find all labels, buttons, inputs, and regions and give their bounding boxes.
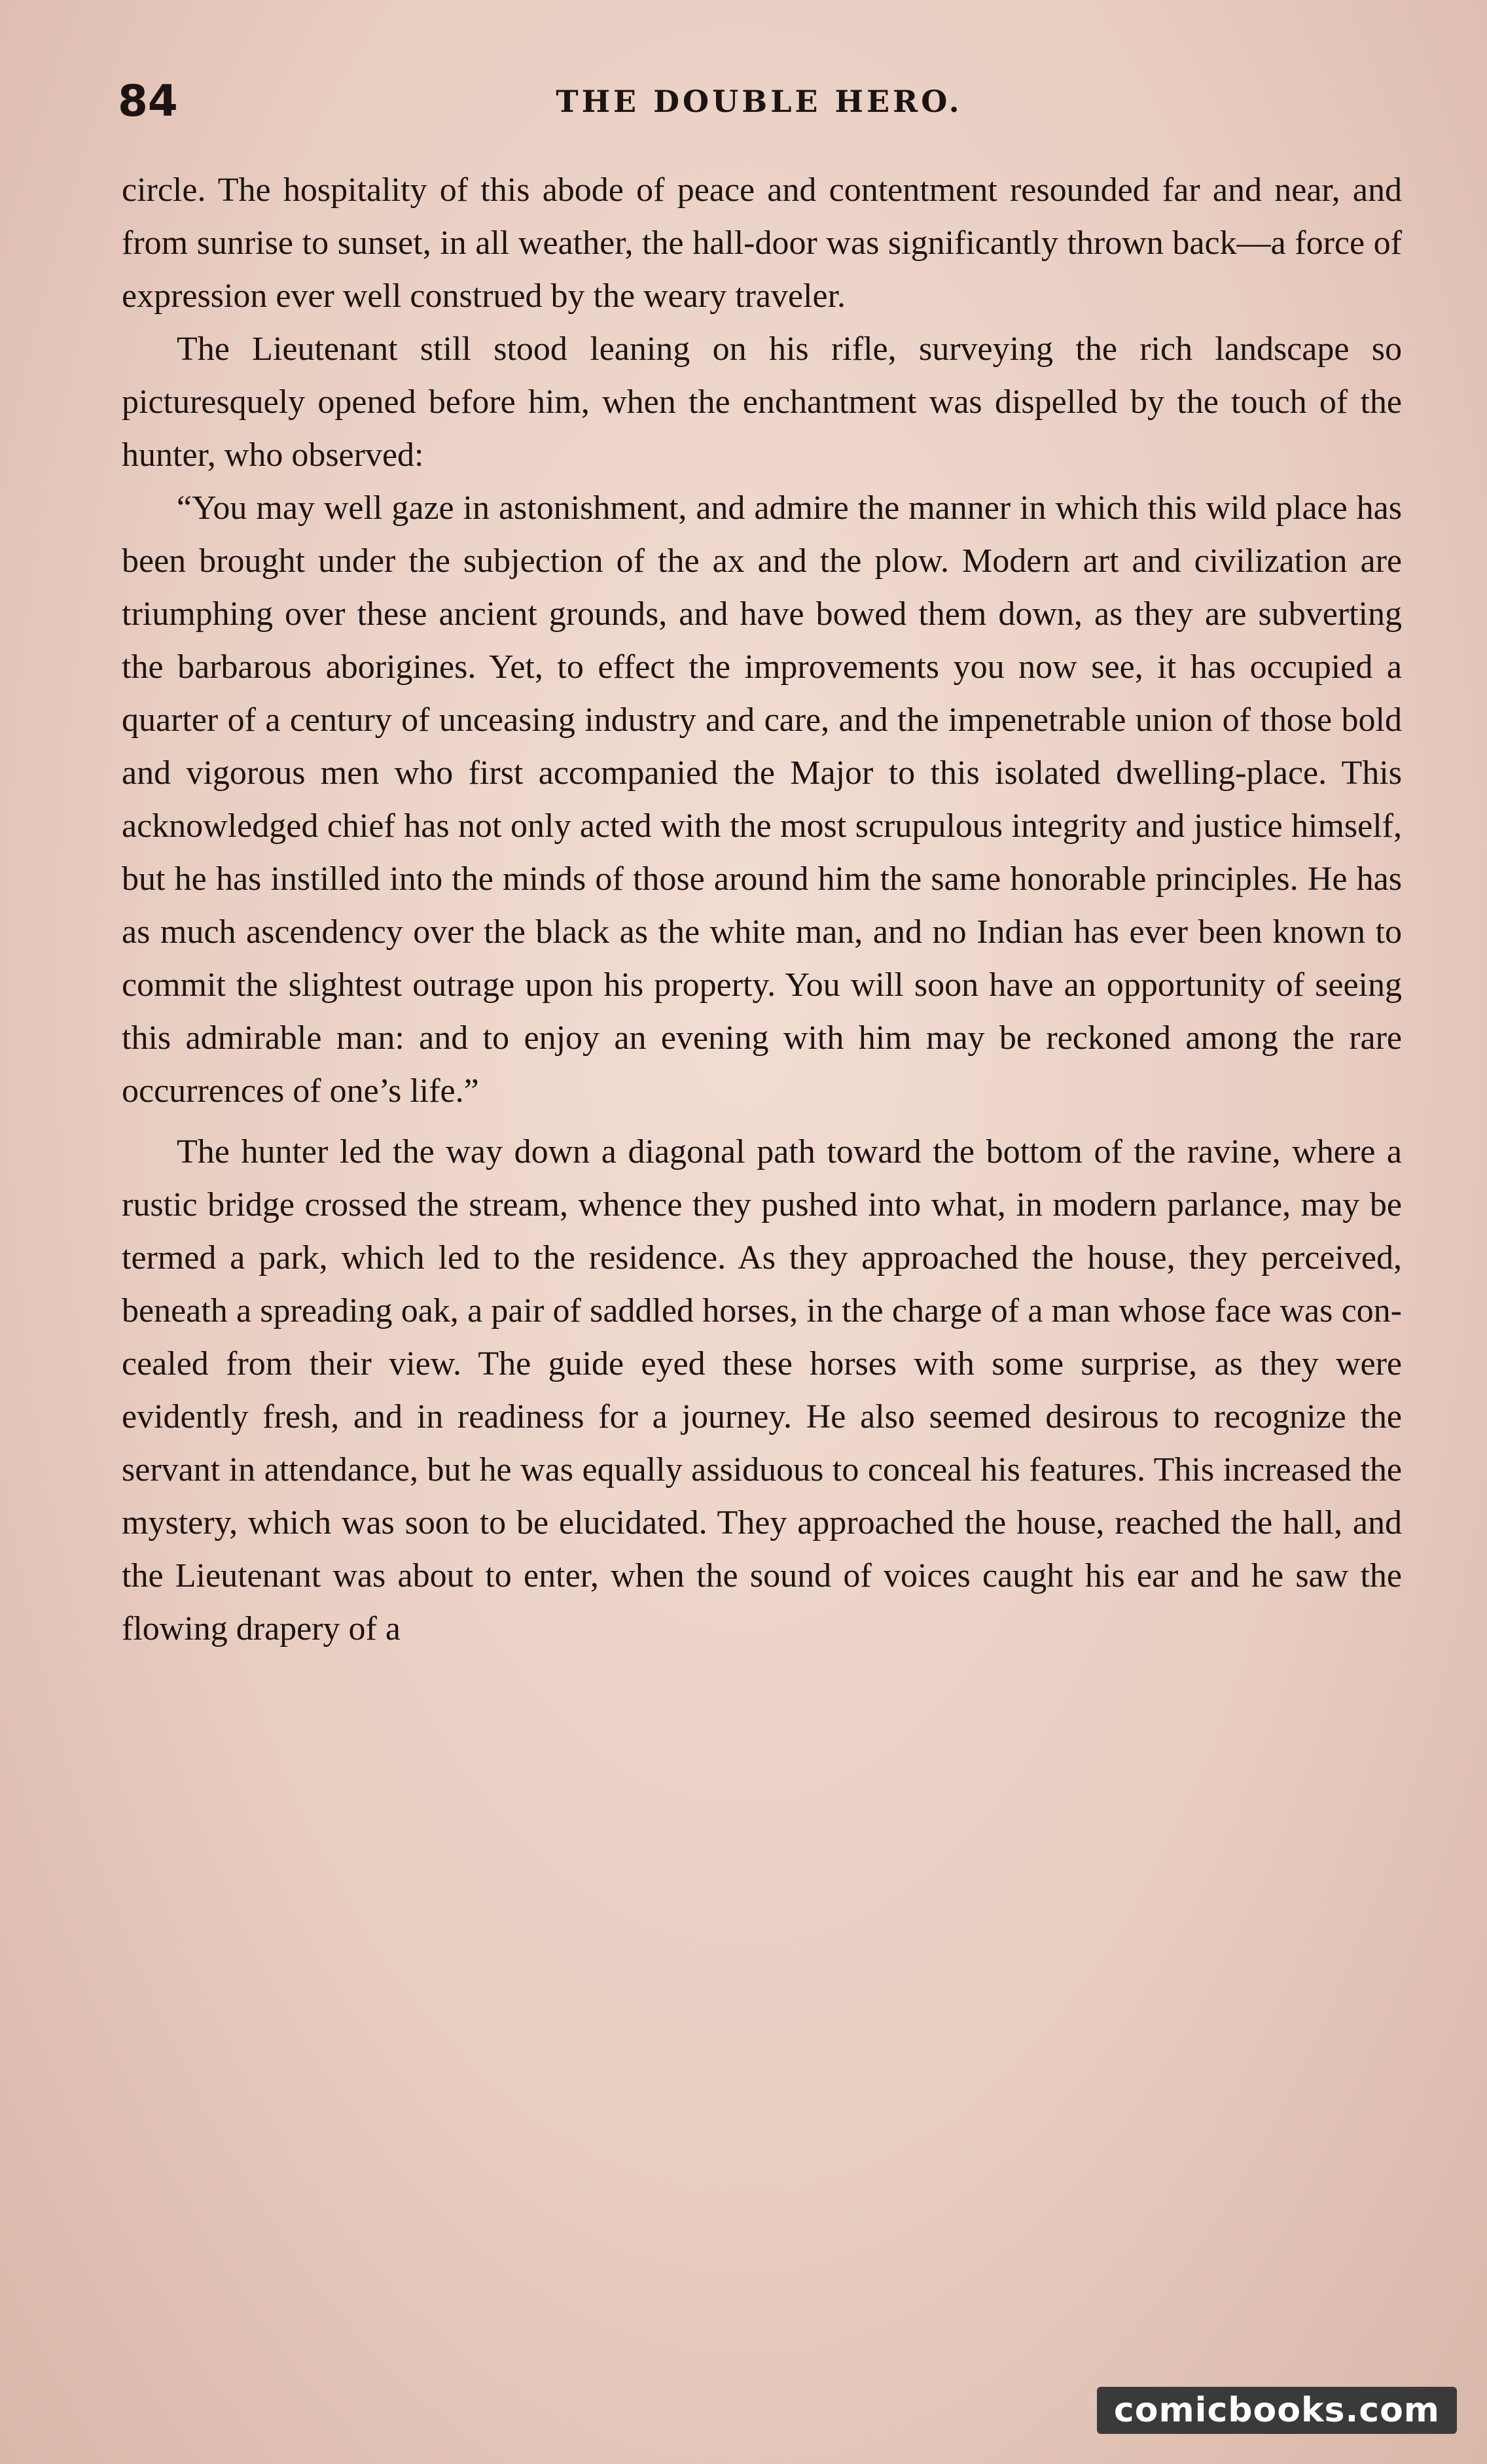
paragraph-3: “You may well gaze in astonishment, and admire the manner in which this wild place has been brought under the subjection of the ax and the plow. Modern art and civilization are triumphing over these ancient grounds, and have bowed them down, as they are subverting the barbarous aborigines. Yet, to effect the improvements you now see, it has occupied a quarter of a century of unceasing industry and care, and the impenetrable union of those bold and vigorous men who first accompanied the Major to this isolated dwelling-place. This acknowledged chief has not only acted with the most scrupulous integrity and justice himself, but he has instilled into the minds of those around him the same honorable principles. He has as much ascendency over the black as the white man, and no Indian has ever been known to commit the slightest outrage upon his property. You will soon have an opportunity of seeing this admirable man: and to enjoy an evening with him may be reckoned among the rare occurrences of one’s life.”: [122, 489, 1402, 1110]
paragraph-2: The Lieutenant still stood leaning on his rifle, surveying the rich landscape so picturesquely opened before him, when the enchantment was dispelled by the touch of the hunter, who observed:: [122, 330, 1402, 474]
paragraph-1: circle. The hospitality of this abode of peace and contentment resounded far and near, and from sunrise to sunset, in all weather, the hall-door was significantly thrown back—a force of expression ever well construed by the weary traveler.: [122, 171, 1402, 315]
page-number: 84: [118, 76, 178, 126]
running-head: THE DOUBLE HERO.: [556, 84, 963, 119]
watermark: comicbooks.com: [1097, 2387, 1457, 2434]
paragraph-4: The hunter led the way down a diagonal path toward the bottom of the ravine, where a rustic bridge crossed the stream, whence they pushed into what, in modern parlance, may be termed a park, which led to the residence. As they approached the house, they perceived, beneath a spreading oak, a pair of saddled horses, in the charge of a man whose face was concealed from their view. The guide eyed these horses with some surprise, as they were evidently fresh, and in readiness for a journey. He also seemed desirous to recognize the servant in attendance, but he was equally assiduous to conceal his features. This increased the mystery, which was soon to be elucidated. They approached the house, reached the hall, and the Lieutenant was about to enter, when the sound of voices caught his ear and he saw the flowing drapery of a: [122, 1133, 1402, 1647]
body-text: [122, 164, 1402, 1655]
page-header: [118, 72, 1401, 131]
